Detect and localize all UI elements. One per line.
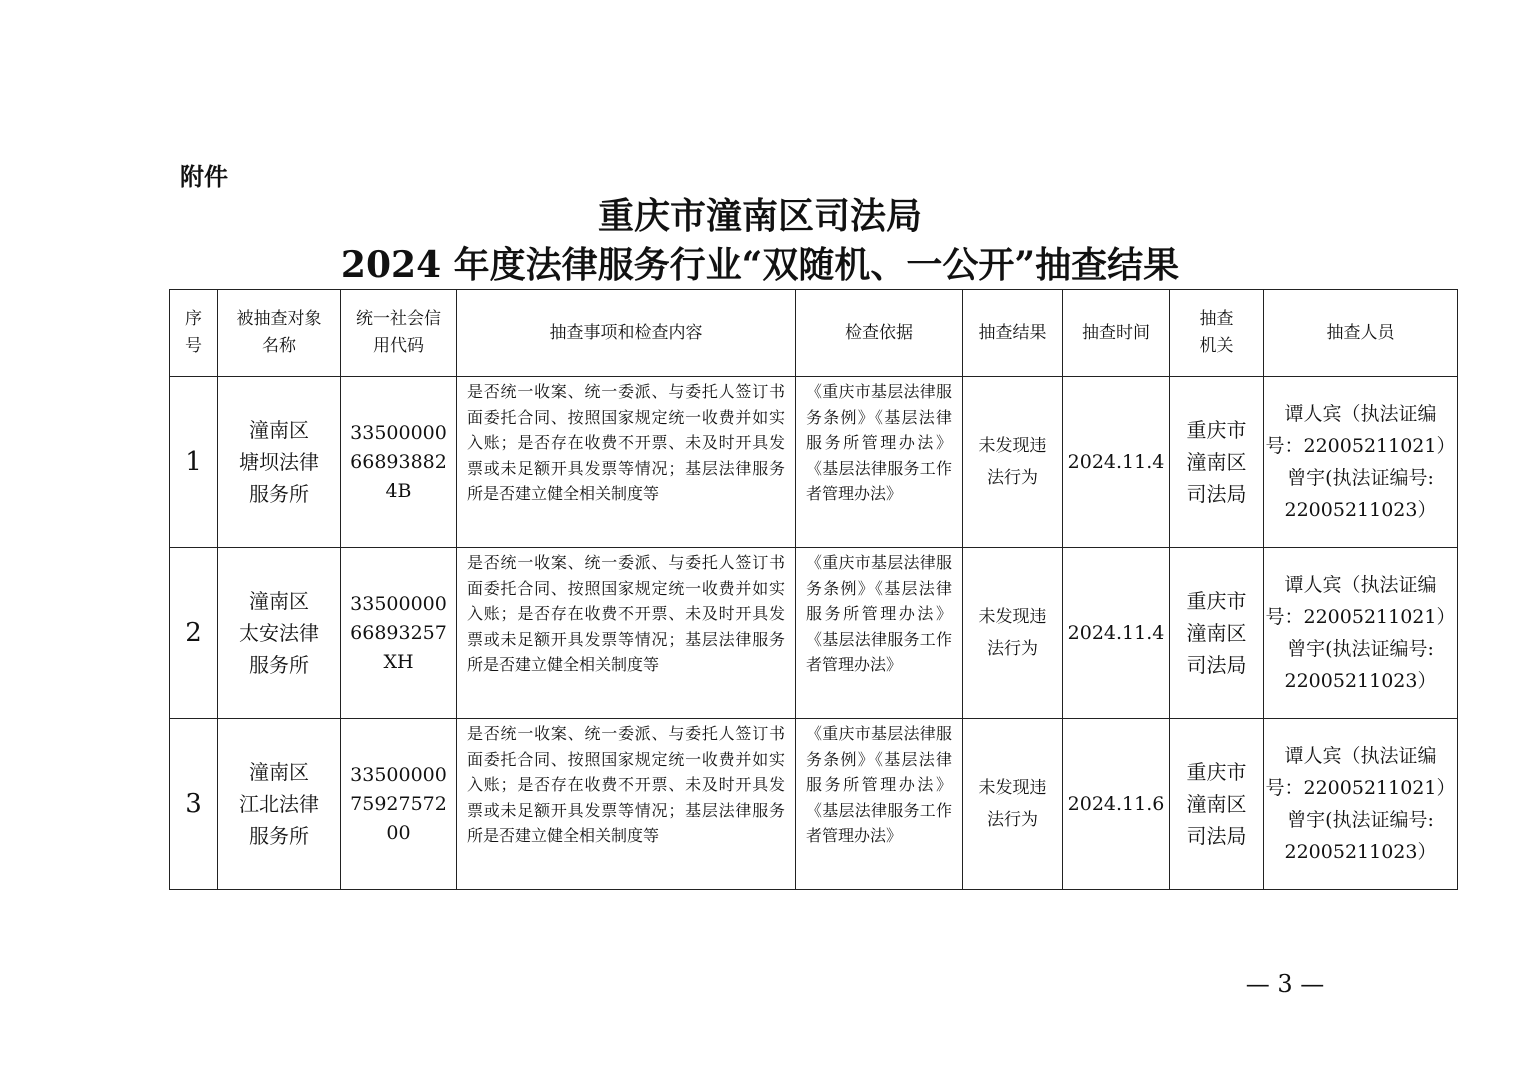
cell-seq: 3 <box>170 719 218 890</box>
cell-content: 是否统一收案、统一委派、与委托人签订书面委托合同、按照国家规定统一收费并如实入账；是否存在收费不开票、未及时开具发票或未足额开具发票等情况；基层法律服务所是否建立健全相关制度等 <box>457 719 796 890</box>
cell-staff: 谭人宾（执法证编 号：22005211021） 曾宇(执法证编号: 22005211023） <box>1264 377 1458 548</box>
cell-result: 未发现违 法行为 <box>963 548 1063 719</box>
cell-date: 2024.11.4 <box>1063 377 1170 548</box>
cell-date: 2024.11.6 <box>1063 719 1170 890</box>
cell-content: 是否统一收案、统一委派、与委托人签订书面委托合同、按照国家规定统一收费并如实入账；是否存在收费不开票、未及时开具发票或未足额开具发票等情况；基层法律服务所是否建立健全相关制度等 <box>457 377 796 548</box>
cell-code: 33500000 66893882 4B <box>341 377 457 548</box>
header-date: 抽查时间 <box>1063 290 1170 377</box>
cell-basis: 《重庆市基层法律服务条例》《基层法律服务所管理办法》《基层法律服务工作者管理办法》 <box>796 719 963 890</box>
cell-staff: 谭人宾（执法证编 号：22005211021） 曾宇(执法证编号: 22005211023） <box>1264 548 1458 719</box>
cell-result: 未发现违 法行为 <box>963 377 1063 548</box>
header-content: 抽查事项和检查内容 <box>457 290 796 377</box>
cell-name: 潼南区 太安法律 服务所 <box>218 548 341 719</box>
cell-result: 未发现违 法行为 <box>963 719 1063 890</box>
cell-seq: 1 <box>170 377 218 548</box>
header-code: 统一社会信 用代码 <box>341 290 457 377</box>
cell-org: 重庆市 潼南区 司法局 <box>1170 719 1264 890</box>
header-staff: 抽查人员 <box>1264 290 1458 377</box>
attachment-label: 附件 <box>180 163 228 191</box>
cell-seq: 2 <box>170 548 218 719</box>
cell-basis: 《重庆市基层法律服务条例》《基层法律服务所管理办法》《基层法律服务工作者管理办法》 <box>796 548 963 719</box>
cell-code: 33500000 66893257 XH <box>341 548 457 719</box>
table-row <box>170 548 1458 719</box>
cell-staff: 谭人宾（执法证编 号：22005211021） 曾宇(执法证编号: 22005211023） <box>1264 719 1458 890</box>
table-header-row <box>170 290 1458 377</box>
header-result: 抽查结果 <box>963 290 1063 377</box>
header-seq: 序 号 <box>170 290 218 377</box>
cell-org: 重庆市 潼南区 司法局 <box>1170 377 1264 548</box>
table-row <box>170 377 1458 548</box>
cell-name: 潼南区 江北法律 服务所 <box>218 719 341 890</box>
cell-date: 2024.11.4 <box>1063 548 1170 719</box>
cell-content: 是否统一收案、统一委派、与委托人签订书面委托合同、按照国家规定统一收费并如实入账；是否存在收费不开票、未及时开具发票或未足额开具发票等情况；基层法律服务所是否建立健全相关制度等 <box>457 548 796 719</box>
header-basis: 检查依据 <box>796 290 963 377</box>
header-name: 被抽查对象 名称 <box>218 290 341 377</box>
table-row <box>170 719 1458 890</box>
page-number: — 3 — <box>1245 970 1325 998</box>
cell-code: 33500000 75927572 00 <box>341 719 457 890</box>
cell-basis: 《重庆市基层法律服务条例》《基层法律服务所管理办法》《基层法律服务工作者管理办法》 <box>796 377 963 548</box>
header-org: 抽查 机关 <box>1170 290 1264 377</box>
document-title-line2: 2024 年度法律服务行业“双随机、一公开”抽查结果 <box>340 244 1180 286</box>
cell-org: 重庆市 潼南区 司法局 <box>1170 548 1264 719</box>
cell-name: 潼南区 塘坝法律 服务所 <box>218 377 341 548</box>
document-title-line1: 重庆市潼南区司法局 <box>597 195 922 237</box>
inspection-results-table <box>169 289 1458 890</box>
